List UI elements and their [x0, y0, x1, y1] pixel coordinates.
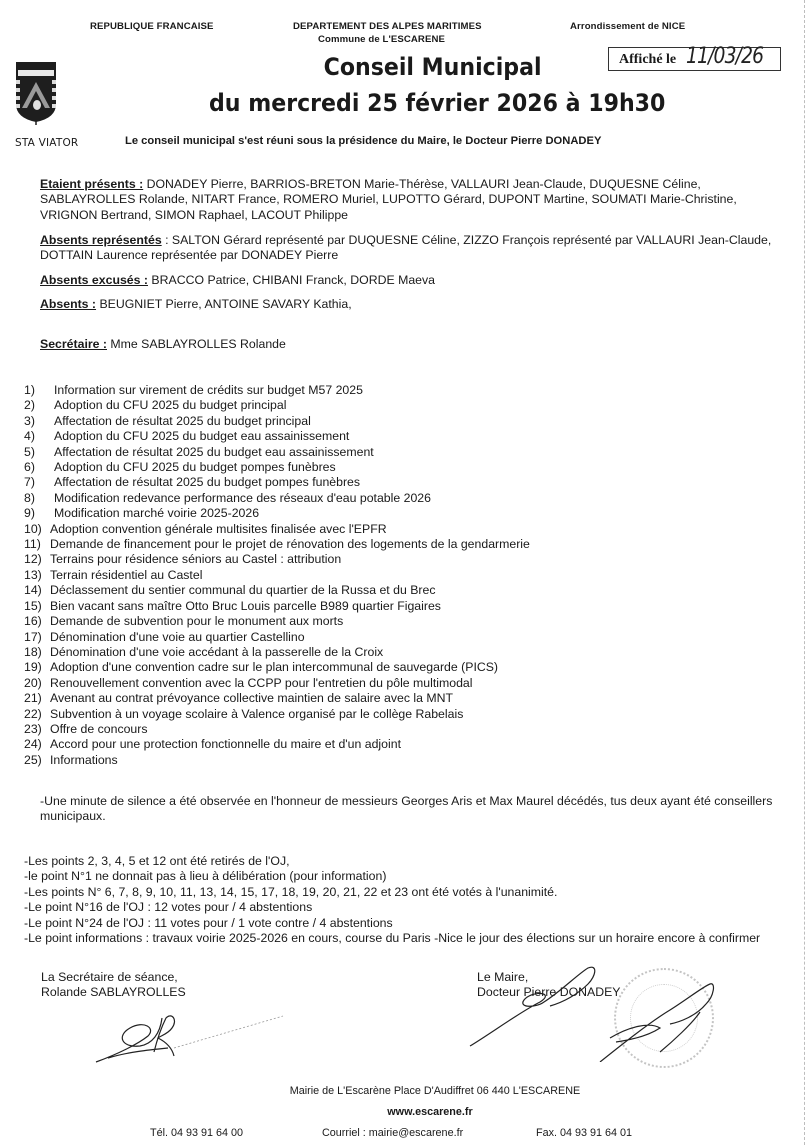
agenda-item — [24, 429, 784, 444]
header-commune: Commune de L'ESCARENE — [318, 34, 445, 45]
posting-label: Affiché le — [619, 52, 677, 67]
agenda-item-text: Information sur virement de crédits sur budget M57 2025 — [54, 383, 363, 397]
agenda-item-text: Affectation de résultat 2025 du budget eau assainissement — [54, 444, 374, 459]
agenda-item — [24, 537, 784, 552]
decision-note-line: -le point N°1 ne donnait pas à lieu à délibération (pour information) — [24, 869, 387, 884]
secretary-signature-name: Rolande SABLAYROLLES — [41, 985, 186, 1000]
page-title: Conseil Municipal — [323, 53, 542, 81]
footer-fax: Fax. 04 93 91 64 01 — [536, 1127, 633, 1139]
footer-telephone: Tél. 04 93 91 64 00 — [150, 1127, 244, 1139]
agenda-item-text: Accord pour une protection fonctionnelle du maire et d'un adjoint — [50, 737, 401, 752]
agenda-item-text: Adoption du CFU 2025 du budget pompes funèbres — [54, 460, 336, 475]
agenda-item-number: 13) — [24, 567, 42, 582]
header-departement: DEPARTEMENT DES ALPES MARITIMES — [293, 21, 482, 32]
scan-edge-line — [804, 0, 805, 1145]
agenda-item-number: 12) — [24, 552, 42, 567]
agenda-item-number: 16) — [24, 614, 42, 629]
agenda-item-number: 2) — [24, 398, 35, 413]
agenda-item — [24, 691, 784, 706]
agenda-item-text: Adoption du CFU 2025 du budget principal — [54, 398, 287, 413]
agenda-item-number: 10) — [24, 521, 42, 536]
footer-email[interactable]: Courriel : mairie@escarene.fr — [322, 1127, 464, 1139]
decision-note-line: -Les points 2, 3, 4, 5 et 12 ont été retirés de l'OJ, — [24, 854, 290, 868]
agenda-item-text: Affectation de résultat 2025 du budget pompes funèbres — [54, 475, 361, 490]
agenda-item — [24, 475, 784, 490]
agenda-item-text: Modification redevance performance des réseaux d'eau potable 2026 — [54, 490, 431, 505]
agenda-item-number: 22) — [24, 706, 42, 721]
secretary-label: Secrétaire : — [40, 337, 107, 351]
agenda-item-number: 21) — [24, 691, 42, 706]
agenda-item — [24, 506, 784, 521]
decision-notes — [24, 854, 794, 946]
agenda-item — [24, 460, 784, 475]
secretary-signature-title: La Secrétaire de séance, — [41, 970, 178, 984]
agenda-item-text: Adoption du CFU 2025 du budget eau assainissement — [54, 429, 350, 444]
agenda-item-number: 1) — [24, 383, 35, 397]
attendance-represented — [40, 233, 780, 264]
decision-note-line: -Les points N° 6, 7, 8, 9, 10, 11, 13, 14, 15, 17, 18, 19, 20, 21, 22 et 23 ont été votés à l'unanimité. — [24, 884, 558, 899]
agenda-item — [24, 445, 784, 460]
agenda-item-text: Avenant au contrat prévoyance collective maintien de salaire avec la MNT — [50, 691, 454, 706]
agenda-item-text: Déclassement du sentier communal du quartier de la Russa et du Brec — [50, 583, 436, 598]
agenda-item-text: Terrain résidentiel au Castel — [50, 567, 203, 582]
footer-address: Mairie de L'Escarène Place D'Audiffret 06 440 L'ESCARENE — [289, 1085, 581, 1097]
agenda-item-text: Bien vacant sans maître Otto Bruc Louis parcelle B989 quartier Figaires — [50, 598, 441, 613]
agenda-item-number: 14) — [24, 583, 42, 598]
agenda-item — [24, 630, 784, 645]
agenda-item — [24, 568, 784, 583]
agenda-list — [24, 383, 784, 768]
agenda-item — [24, 660, 784, 675]
agenda-item-text: Dénomination d'une voie au quartier Castellino — [50, 629, 305, 644]
agenda-item-number: 8) — [24, 490, 35, 505]
agenda-item-number: 18) — [24, 644, 42, 659]
decision-note-line: -Le point N°16 de l'OJ : 12 votes pour / 4 abstentions — [24, 900, 313, 915]
agenda-item — [24, 707, 784, 722]
agenda-item — [24, 552, 784, 567]
header-republique: REPUBLIQUE FRANCAISE — [90, 21, 214, 32]
crest-motto: STA VIATOR — [15, 137, 79, 149]
agenda-item-text: Adoption convention générale multisites finalisée avec l'EPFR — [50, 521, 387, 536]
agenda-item-number: 6) — [24, 460, 35, 475]
mayor-signature-name: Docteur Pierre DONADEY — [477, 985, 621, 1000]
meeting-secretary — [40, 337, 780, 352]
agenda-item — [24, 737, 784, 752]
attendance-presents — [40, 177, 780, 223]
meeting-date-title: du mercredi 25 février 2026 à 19h30 — [208, 89, 666, 117]
agenda-item-number: 7) — [24, 475, 35, 490]
agenda-item-number: 17) — [24, 629, 42, 644]
agenda-item-number: 3) — [24, 413, 35, 428]
agenda-item-number: 25) — [24, 752, 42, 767]
agenda-item — [24, 383, 784, 398]
minute-of-silence-note: -Une minute de silence a été observée en l'honneur de messieurs Georges Aris et Max Maurel décédés, tus deux ayant été conseillers municipaux. — [40, 794, 773, 824]
agenda-item — [24, 583, 784, 598]
agenda-item — [24, 676, 784, 691]
attendance-absent — [40, 297, 780, 312]
agenda-item-text: Dénomination d'une voie accédant à la passerelle de la Croix — [50, 644, 384, 659]
agenda-item — [24, 722, 784, 737]
agenda-item-text: Affectation de résultat 2025 du budget principal — [54, 413, 311, 428]
agenda-item — [24, 614, 784, 629]
agenda-item — [24, 599, 784, 614]
agenda-item-text: Adoption d'une convention cadre sur le plan intercommunal de sauvegarde (PICS) — [50, 660, 499, 675]
agenda-item-number: 11) — [24, 537, 41, 552]
agenda-item-text: Demande de subvention pour le monument aux morts — [50, 614, 344, 629]
attendance-excused — [40, 273, 780, 288]
agenda-item-text: Modification marché voirie 2025-2026 — [54, 506, 260, 521]
mayor-signature-title: Le Maire, — [477, 970, 529, 984]
represented-label: Absents représentés — [40, 233, 162, 247]
agenda-item-number: 4) — [24, 429, 35, 444]
agenda-item-text: Subvention à un voyage scolaire à Valence organisé par le collège Rabelais — [50, 706, 464, 721]
absent-label: Absents : — [40, 297, 97, 311]
agenda-item-number: 19) — [24, 660, 42, 675]
agenda-item — [24, 753, 784, 768]
agenda-item-number: 20) — [24, 675, 42, 690]
decision-note-line: -Le point N°24 de l'OJ : 11 votes pour / 1 vote contre / 4 abstentions — [24, 915, 393, 930]
agenda-item-number: 24) — [24, 737, 42, 752]
agenda-item — [24, 414, 784, 429]
agenda-item-number: 9) — [24, 506, 35, 521]
agenda-item-number: 15) — [24, 598, 42, 613]
presents-names: DONADEY Pierre, BARRIOS-BRETON Marie-Thérèse, VALLAURI Jean-Claude, DUQUESNE Céline, SABLAYROLLES Rolande, NITART France, ROMERO Muriel, LUPOTTO Gérard, DUPONT Martine, SOUMATI Marie-Christine, VRIGNON Bertrand, SIMON Raphael, LACOUT Philippe — [40, 177, 737, 222]
secretary-name: Mme SABLAYROLLES Rolande — [107, 337, 286, 351]
agenda-item-number: 5) — [24, 444, 35, 459]
excused-label: Absents excusés : — [40, 273, 148, 287]
excused-names: BRACCO Patrice, CHIBANI Franck, DORDE Maeva — [148, 273, 435, 287]
agenda-item-text: Renouvellement convention avec la CCPP pour l'entretien du pôle multimodal — [50, 675, 473, 690]
agenda-item — [24, 398, 784, 413]
secretary-signature-block — [41, 970, 186, 1001]
presents-label: Etaient présents : — [40, 177, 144, 191]
agenda-item-text: Informations — [50, 752, 118, 767]
agenda-item-number: 23) — [24, 721, 42, 736]
decision-note-line: -Le point informations : travaux voirie 2025-2026 en cours, course du Paris -Nice le jour des élections sur un horaire encore à confirmer — [24, 931, 761, 946]
agenda-item — [24, 522, 784, 537]
absent-names: BEUGNIET Pierre, ANTOINE SAVARY Kathia, — [96, 297, 352, 311]
agenda-item-text: Demande de financement pour le projet de rénovation des logements de la gendarmerie — [50, 537, 530, 552]
presidency-statement: Le conseil municipal s'est réuni sous la présidence du Maire, le Docteur Pierre DONADEY — [125, 135, 602, 147]
agenda-item — [24, 491, 784, 506]
mayor-handwritten-signature-icon — [460, 962, 730, 1062]
represented-names: : SALTON Gérard représenté par DUQUESNE Céline, ZIZZO François représenté par VALLAURI Jean-Claude, DOTTAIN Laurence représentée par DONADEY Pierre — [40, 233, 772, 263]
header-arrondissement: Arrondissement de NICE — [570, 21, 686, 32]
agenda-item-text: Offre de concours — [50, 721, 148, 736]
agenda-item — [24, 645, 784, 660]
footer-website-link[interactable]: www.escarene.fr — [387, 1106, 473, 1118]
agenda-item-text: Terrains pour résidence séniors au Castel : attribution — [50, 552, 342, 567]
secretary-handwritten-signature-icon — [88, 1006, 288, 1066]
posting-date-handwritten: 11/03/26 — [686, 44, 764, 69]
